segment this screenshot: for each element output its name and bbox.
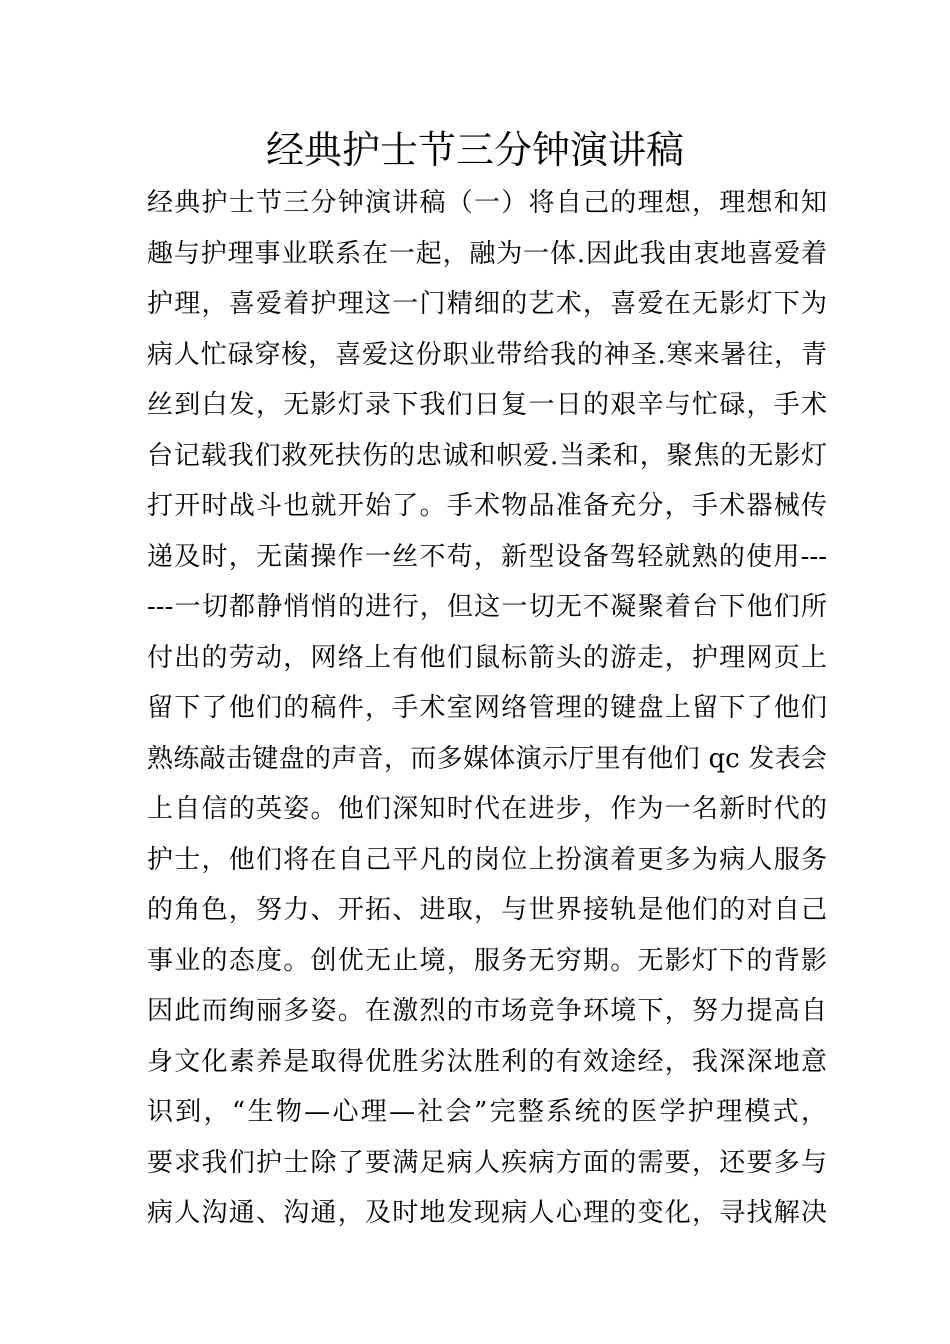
text-line: 识到，“生物—心理—社会”完整系统的医学护理模式， — [147, 1097, 827, 1127]
text-line: 付出的劳动，网络上有他们鼠标箭头的游走，护理网页上 — [147, 642, 827, 673]
text-line: 台记载我们救死扶伤的忠诚和帜爱.当柔和，聚焦的无影灯 — [147, 440, 827, 471]
text-line: 趣与护理事业联系在一起，融为一体.因此我由衷地喜爱着 — [147, 238, 827, 269]
text-line: 经典护士节三分钟演讲稿（一）将自己的理想，理想和知 — [147, 188, 827, 218]
text-line: ---一切都静悄悄的进行，但这一切无不凝聚着台下他们所 — [147, 592, 827, 622]
text-line: 上自信的英姿。他们深知时代在进步，作为一名新时代的 — [147, 794, 827, 824]
document-title: 经典护士节三分钟演讲稿 — [265, 128, 684, 172]
text-line: 打开时战斗也就开始了。手术物品准备充分，手术器械传 — [147, 491, 827, 521]
text-line: 身文化素养是取得优胜劣汰胜利的有效途经，我深深地意 — [147, 1046, 827, 1077]
text-line: 丝到白发，无影灯录下我们日复一日的艰辛与忙碌，手术 — [147, 390, 827, 420]
text-line: 因此而绚丽多姿。在激烈的市场竞争环境下，努力提高自 — [147, 996, 827, 1026]
document-body — [147, 178, 827, 1239]
text-line: 熟练敲击键盘的声音，而多媒体演示厅里有他们 qc 发表会 — [147, 743, 827, 774]
text-line: 的角色，努力、开拓、进取，与世界接轨是他们的对自己 — [147, 895, 827, 925]
text-line: 要求我们护士除了要满足病人疾病方面的需要，还要多与 — [147, 1147, 827, 1178]
text-line: 病人沟通、沟通，及时地发现病人心理的变化，寻找解决 — [147, 1198, 827, 1228]
text-line: 递及时，无菌操作一丝不苟，新型设备驾轻就熟的使用--- — [147, 541, 827, 572]
text-line: 事业的态度。创优无止境，服务无穷期。无影灯下的背影 — [147, 945, 827, 976]
text-line: 护士，他们将在自己平凡的岗位上扮演着更多为病人服务 — [147, 844, 827, 875]
text-line: 护理，喜爱着护理这一门精细的艺术，喜爱在无影灯下为 — [147, 289, 827, 319]
text-line: 病人忙碌穿梭，喜爱这份职业带给我的神圣.寒来暑往，青 — [147, 339, 827, 370]
text-line: 留下了他们的稿件，手术室网络管理的键盘上留下了他们 — [147, 693, 827, 723]
